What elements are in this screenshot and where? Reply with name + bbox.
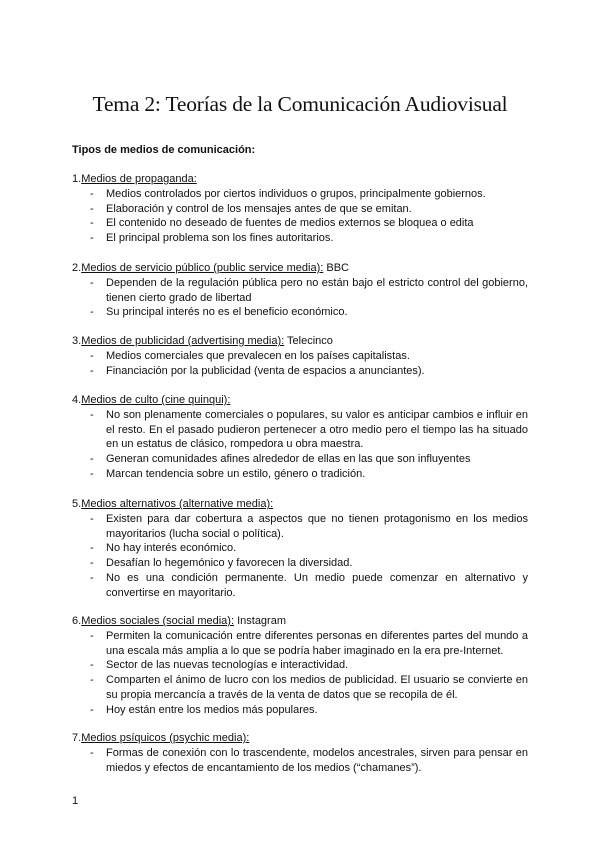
section-example: BBC	[323, 262, 349, 274]
section-heading	[72, 172, 528, 187]
list-item: - No son plenamente comerciales o populares, su valor es anticipar cambios e influir en el resto. En el pasado pudieron pertenecer a otro medio pero el tiempo las ha situado en un estatus de clásico, rompedora u obra maestra.	[72, 408, 528, 452]
section-heading	[72, 497, 528, 512]
section-heading	[72, 393, 528, 408]
list-item: - No hay interés económico.	[72, 541, 528, 556]
bullet-list	[72, 408, 528, 482]
list-item: - El principal problema son los fines autoritarios.	[72, 231, 528, 246]
section-number: 6.	[72, 615, 82, 627]
bullet-list	[72, 746, 528, 776]
section-propaganda	[72, 172, 528, 246]
page-title: Tema 2: Teorías de la Comunicación Audiovisual	[92, 92, 508, 116]
section-heading	[72, 731, 528, 746]
section-number: 2.	[72, 262, 82, 274]
section-heading	[72, 261, 528, 276]
list-item: - No es una condición permanente. Un medio puede comenzar en alternativo y convertirse en mayoritario.	[72, 571, 528, 601]
list-item: - Su principal interés no es el beneficio económico.	[72, 305, 528, 320]
section-psychic	[72, 731, 528, 775]
section-alternative	[72, 497, 528, 601]
list-item: - Sector de las nuevas tecnologías e interactividad.	[72, 658, 528, 673]
section-heading-text: Medios de servicio público (public service media):	[81, 262, 324, 274]
page-number: 1	[72, 795, 79, 807]
bullet-list	[72, 276, 528, 320]
section-number: 5.	[72, 498, 82, 510]
bullet-list	[72, 629, 528, 718]
list-item: - Formas de conexión con lo trascendente, modelos ancestrales, sirven para pensar en miedos y efectos de encantamiento de los medios (“chamanes”).	[72, 746, 528, 776]
section-heading-text: Medios sociales (social media):	[81, 615, 235, 627]
section-number: 1.	[72, 173, 82, 185]
list-item: - Medios controlados por ciertos individuos o grupos, principalmente gobiernos.	[72, 187, 528, 202]
list-item: - Medios comerciales que prevalecen en los países capitalistas.	[72, 349, 528, 364]
section-cult	[72, 393, 528, 482]
bullet-list	[72, 512, 528, 601]
list-item: - Generan comunidades afines alrededor de ellas en las que son influyentes	[72, 452, 528, 467]
list-item: - Existen para dar cobertura a aspectos que no tienen protagonismo en los medios mayoritarios (lucha social o política).	[72, 512, 528, 542]
bullet-list	[72, 187, 528, 246]
subtitle: Tipos de medios de comunicación:	[72, 144, 256, 156]
list-item: - Financiación por la publicidad (venta de espacios a anunciantes).	[72, 364, 528, 379]
section-number: 3.	[72, 335, 82, 347]
section-number: 7.	[72, 732, 82, 744]
section-heading-text: Medios de propaganda:	[81, 173, 197, 185]
section-number: 4.	[72, 394, 82, 406]
list-item: - Permiten la comunicación entre diferentes personas en diferentes partes del mundo a una escala más amplia a lo que se podría haber imaginado en la era pre-Internet.	[72, 629, 528, 659]
section-heading-text: Medios de publicidad (advertising media):	[81, 335, 285, 347]
section-social	[72, 614, 528, 718]
list-item: - Comparten el ánimo de lucro con los medios de publicidad. El usuario se convierte en su propia mercancía a través de la venta de datos que se recopila de él.	[72, 673, 528, 703]
list-item: - Dependen de la regulación pública pero no están bajo el estricto control del gobierno, tienen cierto grado de libertad	[72, 276, 528, 306]
list-item: - Desafían lo hegemónico y favorecen la diversidad.	[72, 556, 528, 571]
section-example: Telecinco	[284, 335, 333, 347]
bullet-list	[72, 349, 528, 379]
section-heading	[72, 614, 528, 629]
list-item: - El contenido no deseado de fuentes de medios externos se bloquea o edita	[72, 216, 528, 231]
section-public-service	[72, 261, 528, 320]
section-example: Instagram	[234, 615, 286, 627]
list-item: - Elaboración y control de los mensajes antes de que se emitan.	[72, 202, 528, 217]
section-heading-text: Medios psíquicos (psychic media):	[81, 732, 250, 744]
list-item: - Hoy están entre los medios más populares.	[72, 703, 528, 718]
section-heading-text: Medios alternativos (alternative media):	[81, 498, 274, 510]
section-heading	[72, 334, 528, 349]
section-advertising	[72, 334, 528, 378]
section-heading-text: Medios de culto (cine quinqui):	[81, 394, 231, 406]
list-item: - Marcan tendencia sobre un estilo, género o tradición.	[72, 467, 528, 482]
